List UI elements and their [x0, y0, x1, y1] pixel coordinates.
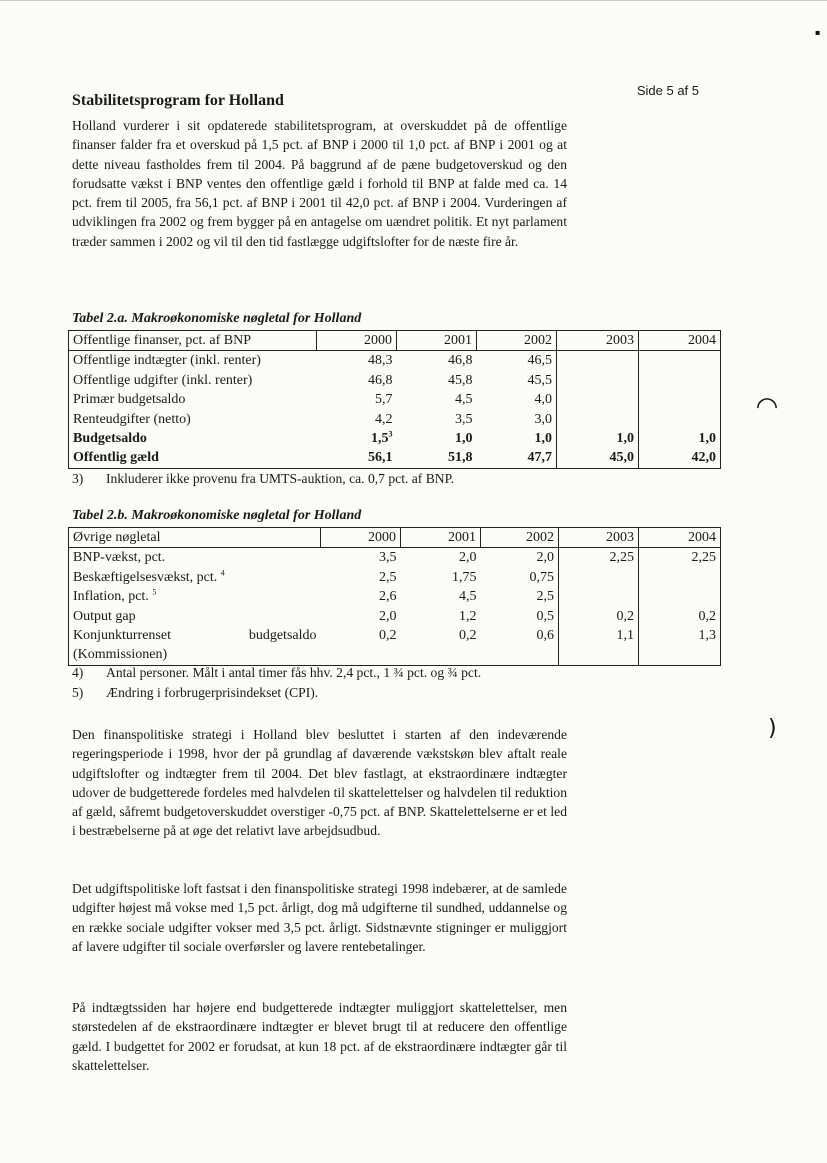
table-b-cell: 0,5 — [536, 608, 554, 624]
table-a — [68, 330, 721, 469]
footnote-marker: 3 — [388, 429, 393, 439]
table-b-row — [69, 548, 721, 568]
row-label-text: Renteudgifter (netto) — [73, 411, 191, 427]
table-b-row-label — [69, 645, 321, 665]
table-a-cell: 45,5 — [527, 372, 552, 388]
note-text: Ændring i forbrugerprisindekset (CPI). — [106, 685, 319, 700]
table-a-cell: 4,2 — [375, 411, 393, 427]
table-b-cell — [559, 645, 639, 665]
table-a-year: 2003 — [557, 331, 639, 351]
table-a-cell: 4,0 — [534, 392, 552, 408]
revenue-paragraph: På indtægtssiden har højere end budgetterede indtægter muliggjort skattelettelser, men størstedelen af de ekstraordinære indtægter er blevet brugt til at reducere den offentlige gæld. I budgettet for 2002 er forudsat, at kun 18 pct. af de ekstraordinære indtægter går til skattelettelser. — [72, 1000, 567, 1073]
table-a-cell: 51,8 — [448, 450, 473, 466]
row-label-text: Offentlig gæld — [73, 450, 159, 466]
table-a-cell: 1,0 — [639, 429, 721, 448]
table-a-cell: 46,8 — [448, 353, 473, 369]
table-b-year: 2000 — [321, 528, 401, 548]
document-title: Stabilitetsprogram for Holland — [72, 92, 284, 109]
table-a-row — [69, 429, 721, 448]
table-a-cell: 46,8 — [368, 372, 393, 388]
table-b-year: 2001 — [401, 528, 481, 548]
table-a-year: 2001 — [397, 331, 477, 351]
table-b-header — [69, 528, 721, 548]
table-a-row-label — [69, 371, 317, 390]
cell-value: 1,5 — [371, 431, 389, 447]
table-a-cell — [557, 410, 639, 429]
table-b-row — [69, 587, 721, 606]
table-b-cell: 0,2 — [559, 607, 639, 626]
table-a-cell: 1,0 — [557, 429, 639, 448]
row-label-text: Beskæftigelsesvækst, pct. — [73, 569, 218, 585]
table-b-note-4 — [72, 665, 481, 681]
row-label-text: Konjunkturrenset — [73, 628, 171, 644]
table-b-cell: 0,2 — [639, 607, 721, 626]
table-b-cell: 2,25 — [559, 548, 639, 568]
table-a-row — [69, 351, 721, 371]
table-b-note-5 — [72, 685, 318, 701]
table-b-cell: 2,0 — [379, 608, 397, 624]
note-number: 4) — [72, 665, 84, 680]
table-b-row-label — [69, 568, 321, 587]
table-a-row — [69, 448, 721, 468]
table-b-year: 2003 — [559, 528, 639, 548]
row-label-text: BNP-vækst, pct. — [73, 550, 166, 566]
table-b-row-label — [69, 587, 321, 606]
table-b-cell — [559, 587, 639, 606]
row-label-text: Output gap — [73, 608, 136, 624]
row-label-text: Inflation, pct. — [73, 589, 149, 605]
row-label-text: (Kommissionen) — [73, 647, 168, 663]
table-b-cell: 2,0 — [536, 550, 554, 566]
table-b-cell: 1,1 — [559, 626, 639, 645]
table-b-row-label — [69, 548, 321, 568]
table-b-cell: 2,5 — [379, 569, 397, 585]
note-number: 3) — [72, 471, 84, 486]
punch-hole-mark-icon: ◠ — [757, 392, 777, 422]
table-a-cell: 1,0 — [534, 431, 552, 447]
table-a-row — [69, 390, 721, 409]
table-a-cell — [317, 429, 397, 448]
table-b — [68, 527, 721, 666]
table-a-header — [69, 331, 721, 351]
table-b-cell — [639, 568, 721, 587]
table-b-cell — [401, 645, 481, 665]
table-a-cell: 3,5 — [455, 411, 473, 427]
note-number: 5) — [72, 685, 84, 700]
table-a-cell — [639, 410, 721, 429]
table-b-year: 2004 — [639, 528, 721, 548]
table-b-cell — [639, 587, 721, 606]
page-number: Side 5 af 5 — [636, 83, 699, 98]
table-a-cell — [639, 371, 721, 390]
table-b-row-label — [69, 626, 321, 645]
table-b-cell: 0,75 — [529, 569, 554, 585]
table-b-row — [69, 607, 721, 626]
table-a-row-label — [69, 351, 317, 371]
table-a-cell: 45,0 — [557, 448, 639, 468]
table-b-cell — [559, 568, 639, 587]
footnote-marker: 4 — [220, 568, 225, 578]
table-a-note-3 — [72, 471, 454, 487]
table-a-cell: 5,7 — [375, 392, 393, 408]
table-a-cell — [557, 390, 639, 409]
table-a-cell: 42,0 — [639, 448, 721, 468]
table-b-cell — [639, 645, 721, 665]
table-a-cell: 56,1 — [368, 450, 393, 466]
table-a-cell: 46,5 — [527, 353, 552, 369]
table-b-cell: 2,6 — [379, 589, 397, 605]
table-b-cell: 0,6 — [536, 628, 554, 644]
page-top-rule — [0, 0, 827, 1]
table-b-cell: 3,5 — [379, 550, 397, 566]
table-a-header-bold: Offentlige finanser — [73, 333, 179, 348]
table-b-row-label — [69, 607, 321, 626]
table-b-cell: 1,3 — [639, 626, 721, 645]
table-b-cell: 4,5 — [459, 589, 477, 605]
table-a-cell: 48,3 — [368, 353, 393, 369]
row-label-text: Offentlige indtægter (inkl. renter) — [73, 353, 261, 369]
table-a-year: 2002 — [477, 331, 557, 351]
row-label-right: budgetsaldo — [248, 628, 317, 644]
table-b-row — [69, 626, 721, 645]
table-a-row-label — [69, 390, 317, 409]
table-a-cell — [557, 371, 639, 390]
table-a-row-label — [69, 410, 317, 429]
expenditure-paragraph: Det udgiftspolitiske loft fastsat i den finanspolitiske strategi 1998 indebærer, at de samlede udgifter højest må vokse med 1,5 pct. årligt, dog må udgifterne til sundhed, uddannelse og en række sociale udgifter vokser med 3,5 pct. årligt. Sidstnævnte stigninger er muliggjort af lavere udgifter til sociale overførsler og lavere rentebetalinger. — [72, 881, 567, 954]
punch-hole-mark-icon: ) — [768, 716, 777, 741]
table-a-row-label — [69, 429, 317, 448]
table-b-cell: 1,2 — [459, 608, 477, 624]
table-a-row — [69, 410, 721, 429]
table-b-caption: Tabel 2.b. Makroøkonomiske nøgletal for Holland — [72, 508, 362, 523]
table-a-cell: 3,0 — [534, 411, 552, 427]
table-a-row — [69, 371, 721, 390]
note-text: Antal personer. Målt i antal timer fås hhv. 2,4 pct., 1 ¾ pct. og ¾ pct. — [106, 665, 482, 680]
table-b-header-label: Øvrige nøgletal — [69, 528, 321, 548]
table-a-row-label — [69, 448, 317, 468]
row-label-text: Offentlige udgifter (inkl. renter) — [73, 372, 253, 388]
intro-paragraph: Holland vurderer i sit opdaterede stabilitetsprogram, at overskuddet på de offentlige finanser falder fra et overskud på 1,5 pct. af BNP i 2000 til 1,0 pct. af BNP i 2001 og at dette niveau fastholdes frem til 2004. På baggrund af de pæne budgetoverskud og den forudsatte vækst i BNP ventes den offentlige gæld i forhold til BNP at falde med ca. 14 pct. frem til 2005, fra 56,1 pct. af BNP i 2001 til 42,0 pct. af BNP i 2004. Vurderingen af udviklingen fra 2002 og frem bygger på en antagelse om uændret politik. Et nyt parlament træder sammen i 2002 og vil til den tid fastlægge udgiftslofter for de næste fire år. — [72, 118, 567, 249]
table-a-header-rest: , pct. af BNP — [178, 333, 252, 348]
table-b-cell: 0,2 — [379, 628, 397, 644]
table-b-row — [69, 568, 721, 587]
strategy-paragraph: Den finanspolitiske strategi i Holland blev besluttet i starten af den indeværende regeringsperiode i 1998, hvor der på grundlag af daværende vækstskøn blev aftalt reale udgiftslofter og indtægter frem til 2004. Det blev fastlagt, at ekstraordinære indtægter udover de budgetterede fordeles med halvdelen til skattelettelser og halvdelen til reduktion af gæld, såfremt budgetoverskuddet overstiger -0,75 pct. af BNP. Skattelettelserne er et led i bestræbelserne på at øge det relativt lave arbejdsudbud. — [72, 727, 567, 839]
table-a-year: 2004 — [639, 331, 721, 351]
table-a-cell — [639, 351, 721, 371]
scan-dot-icon: ▪ — [815, 28, 821, 37]
table-a-cell — [639, 390, 721, 409]
table-a-header-label — [69, 331, 317, 351]
row-label-text: Budgetsaldo — [73, 431, 147, 447]
table-b-row — [69, 645, 721, 665]
table-b-cell: 1,75 — [452, 569, 477, 585]
table-a-cell: 4,5 — [455, 392, 473, 408]
table-b-cell — [321, 645, 401, 665]
row-label-text: Primær budgetsaldo — [73, 392, 186, 408]
table-a-year: 2000 — [317, 331, 397, 351]
table-b-cell: 2,25 — [639, 548, 721, 568]
table-b-cell: 2,5 — [536, 589, 554, 605]
table-a-cell: 47,7 — [527, 450, 552, 466]
table-b-cell — [481, 645, 559, 665]
table-b-year: 2002 — [481, 528, 559, 548]
table-a-caption: Tabel 2.a. Makroøkonomiske nøgletal for Holland — [72, 311, 362, 326]
table-a-cell — [557, 351, 639, 371]
table-b-cell: 2,0 — [459, 550, 477, 566]
table-b-cell: 0,2 — [459, 628, 477, 644]
note-text: Inkluderer ikke provenu fra UMTS-auktion, ca. 0,7 pct. af BNP. — [106, 471, 455, 486]
table-a-cell: 1,0 — [455, 431, 473, 447]
table-a-cell: 45,8 — [448, 372, 473, 388]
footnote-marker: 5 — [152, 587, 157, 597]
